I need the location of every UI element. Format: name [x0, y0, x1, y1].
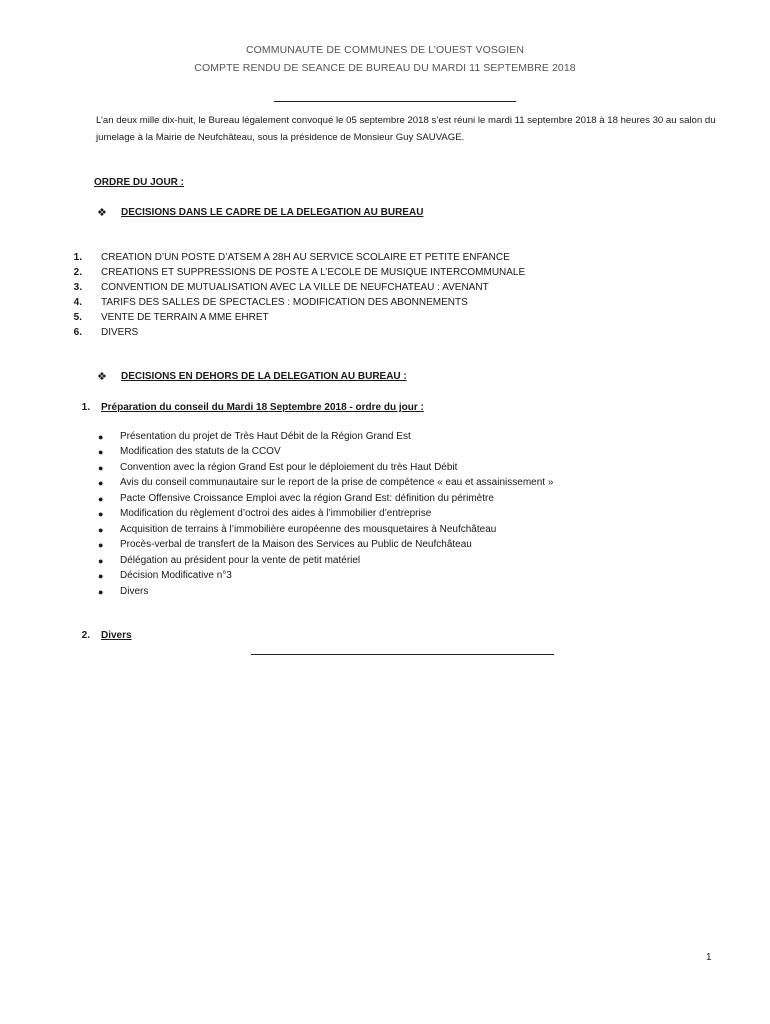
list-item-number: 6. [73, 327, 82, 338]
list-item-number: 4. [73, 297, 82, 308]
list-item: Divers [120, 586, 149, 597]
list-item: VENTE DE TERRAIN A MME EHRET [101, 312, 269, 323]
round-bullet-icon: ● [98, 571, 104, 581]
list-item: CREATIONS ET SUPPRESSIONS DE POSTE A L’ECOLE DE MUSIQUE INTERCOMMUNALE [101, 267, 526, 278]
round-bullet-icon: ● [98, 525, 104, 535]
agenda-title: ORDRE DU JOUR : [94, 177, 185, 188]
intro-paragraph: L’an deux mille dix-huit, le Bureau légalement convoqué le 05 septembre 2018 s’est réuni le mardi 11 septembre 2018 à 18 heures 30 au salon du jumelage à la Mairie de Neufchâteau, sous la présidence de Monsieur Guy SAUVAGE. [96, 115, 716, 143]
round-bullet-icon: ● [98, 556, 104, 566]
round-bullet-icon: ● [98, 540, 104, 550]
list-item: DIVERS [101, 327, 139, 338]
list-item: Modification du règlement d’octroi des aides à l’immobilier d’entreprise [120, 508, 432, 519]
header-separator [274, 101, 516, 102]
outside-delegation-title: DECISIONS EN DEHORS DE LA DELEGATION AU BUREAU : [121, 371, 407, 382]
list-item: Modification des statuts de la CCOV [120, 446, 281, 457]
round-bullet-icon: ● [98, 447, 104, 457]
page-number: 1 [706, 952, 712, 963]
round-bullet-icon: ● [98, 587, 104, 597]
list-item: Délégation au président pour la vente de petit matériel [120, 555, 361, 566]
section-number: 2. [81, 630, 90, 641]
list-item-number: 1. [73, 252, 82, 263]
diamond-bullet-icon: ❖ [97, 371, 107, 383]
list-item-number: 3. [73, 282, 82, 293]
section-title: Préparation du conseil du Mardi 18 Septembre 2018 - ordre du jour : [101, 402, 424, 413]
round-bullet-icon: ● [98, 463, 104, 473]
section-title: Divers [101, 630, 132, 641]
header-line-1: COMMUNAUTE DE COMMUNES DE L’OUEST VOSGIEN [245, 44, 525, 56]
round-bullet-icon: ● [98, 432, 104, 442]
list-item-number: 2. [73, 267, 82, 278]
end-separator [251, 654, 554, 655]
round-bullet-icon: ● [98, 478, 104, 488]
header-line-2: COMPTE RENDU DE SEANCE DE BUREAU DU MARDI 11 SEPTEMBRE 2018 [194, 62, 576, 74]
round-bullet-icon: ● [98, 509, 104, 519]
delegation-title: DECISIONS DANS LE CADRE DE LA DELEGATION AU BUREAU [121, 207, 424, 218]
diamond-bullet-icon: ❖ [97, 207, 107, 219]
round-bullet-icon: ● [98, 494, 104, 504]
list-item: TARIFS DES SALLES DE SPECTACLES : MODIFICATION DES ABONNEMENTS [101, 297, 468, 308]
list-item: Procès-verbal de transfert de la Maison des Services au Public de Neufchâteau [120, 539, 472, 550]
list-item: CONVENTION DE MUTUALISATION AVEC LA VILLE DE NEUFCHATEAU : AVENANT [101, 282, 489, 293]
list-item-number: 5. [73, 312, 82, 323]
list-item: Avis du conseil communautaire sur le report de la prise de compétence « eau et assainissement » [120, 477, 554, 488]
list-item: Décision Modificative n°3 [120, 570, 232, 581]
list-item: CREATION D’UN POSTE D’ATSEM A 28H AU SERVICE SCOLAIRE ET PETITE ENFANCE [101, 252, 510, 263]
list-item: Acquisition de terrains à l’immobilière européenne des mousquetaires à Neufchâteau [120, 524, 497, 535]
section-number: 1. [81, 402, 90, 413]
list-item: Convention avec la région Grand Est pour le déploiement du très Haut Débit [120, 462, 458, 473]
list-item: Pacte Offensive Croissance Emploi avec la région Grand Est: définition du périmètre [120, 493, 494, 504]
list-item: Présentation du projet de Très Haut Débit de la Région Grand Est [120, 431, 411, 442]
